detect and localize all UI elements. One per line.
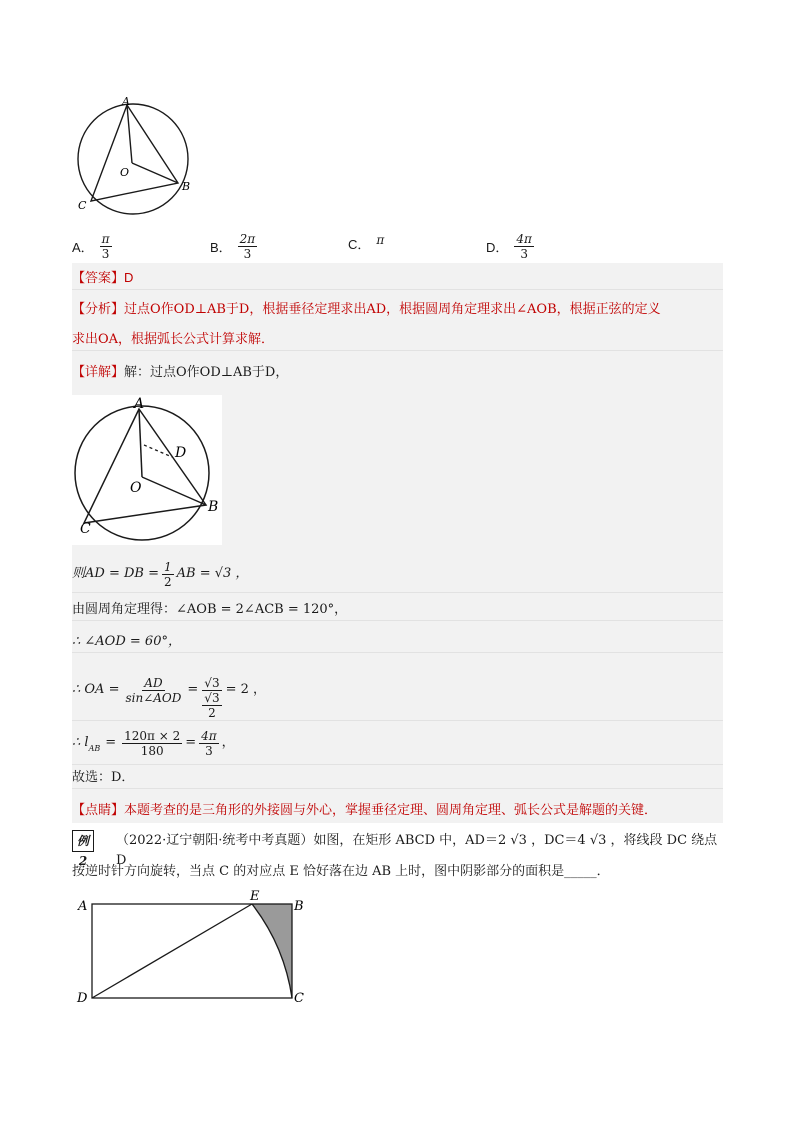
fig1-label-a: A: [122, 95, 130, 108]
step-5-mid: =: [185, 735, 197, 750]
option-b-den: 3: [243, 247, 252, 261]
step-4-inner-fraction: [202, 691, 221, 720]
answer-value: D: [124, 270, 134, 285]
fig2-label-b: B: [208, 499, 219, 515]
step-5-prefix: ∴ l: [72, 735, 89, 750]
step-4-num-2: √3: [204, 676, 220, 690]
analysis-text-1: 过点O作OD⊥AB于D，根据垂径定理求出AD，根据圆周角定理求出∠AOB，根据正弦的定义: [124, 302, 661, 317]
step-5: [72, 722, 723, 765]
fig1-label-b: B: [182, 180, 191, 193]
step-5-num: 120π × 2: [124, 728, 181, 743]
analysis-tag: 【分析】: [72, 301, 125, 316]
step-2-text: 由圆周角定理得：∠AOB = 2∠ACB = 120°，: [72, 602, 348, 617]
step-4-den: sin∠AOD: [125, 690, 182, 705]
step-3: [72, 632, 723, 653]
step-1-suffix: AB = √3 ，: [176, 566, 249, 581]
fig3-label-d: D: [77, 991, 88, 1006]
answer-tag: 【答案】: [72, 270, 125, 285]
option-a-fraction: [100, 232, 112, 261]
fig2-label-o: O: [130, 480, 142, 496]
example-2-badge: 例2: [72, 830, 94, 852]
step-4: [72, 660, 723, 721]
fig2-label-d: D: [175, 445, 187, 461]
step-5-den-2: 3: [205, 743, 213, 758]
detail-line: [72, 362, 723, 383]
option-a[interactable]: [72, 232, 112, 261]
step-5-sub: AB: [88, 744, 101, 753]
step-6: [72, 768, 723, 789]
example-2-line-2: [72, 862, 732, 882]
step-5-fraction-2: [199, 729, 219, 758]
step-5-eq: =: [105, 735, 117, 750]
step-5-fraction-1: [122, 729, 182, 758]
comment-line: [72, 800, 723, 821]
option-b-fraction: [238, 232, 258, 261]
option-b[interactable]: [210, 232, 257, 261]
analysis-line-2: [72, 330, 723, 351]
option-a-num: π: [101, 232, 110, 246]
step-5-den: 180: [140, 743, 164, 758]
figure-2-circle: [72, 395, 222, 545]
fig3-label-a: A: [78, 899, 88, 914]
step-1: [72, 556, 723, 593]
step-1-prefix: 则AD = DB =: [72, 566, 159, 581]
fig3-label-e: E: [250, 890, 260, 904]
step-1-fraction: [162, 560, 174, 589]
option-d-num: 4π: [516, 232, 532, 246]
comment-tag: 【点睛】: [72, 802, 125, 817]
step-4-num: AD: [144, 675, 163, 690]
step-2: [72, 600, 723, 621]
option-a-den: 3: [101, 247, 110, 261]
option-d-fraction: [514, 232, 534, 261]
answer-line: [72, 268, 723, 290]
figure-1-circle: [70, 95, 200, 220]
option-c-label: C．: [348, 237, 371, 252]
step-6-text: 故选：D．: [72, 770, 135, 785]
fig1-label-o: O: [120, 166, 130, 179]
analysis-line-1: [72, 299, 723, 320]
option-d-label: D．: [486, 240, 509, 255]
step-4-fraction-1: [123, 676, 183, 705]
step-4-inner-den: 2: [208, 706, 216, 720]
step-5-num-2: 4π: [201, 728, 217, 743]
figure-3-rectangle: [72, 890, 312, 1015]
fig1-label-c: C: [78, 199, 87, 212]
example-2-text-1: （2022·辽宁朝阳·统考中考真题）如图，在矩形 ABCD 中，AD＝2 √3 ，DC＝4 √3 ，将线段 DC 绕点 D: [116, 833, 718, 868]
step-5-suffix: ，: [221, 735, 235, 750]
analysis-text-2: 求出OA，根据弧长公式计算求解．: [72, 332, 275, 347]
step-1-num: 1: [163, 559, 172, 574]
step-1-den: 2: [163, 574, 172, 589]
comment-text: 本题考查的是三角形的外接圆与外心，掌握垂径定理、圆周角定理、弧长公式是解题的关键．: [124, 803, 658, 818]
step-4-suffix: = 2 ，: [225, 682, 267, 697]
fig3-label-c: C: [294, 991, 304, 1006]
example-2-text-2: 按逆时针方向旋转，当点 C 的对应点 E 恰好落在边 AB 上时，图中阴影部分的面积是_____．: [72, 864, 610, 879]
step-4-prefix: ∴ OA =: [72, 682, 120, 697]
detail-text: 解：过点O作OD⊥AB于D，: [124, 365, 289, 380]
option-c[interactable]: [348, 234, 384, 253]
step-4-mid: =: [187, 682, 199, 697]
option-c-value: π: [376, 232, 385, 247]
fig2-label-a: A: [134, 396, 145, 412]
step-3-text: ∴ ∠AOD = 60°，: [72, 634, 181, 649]
detail-tag: 【详解】: [72, 364, 125, 379]
option-d[interactable]: [486, 232, 534, 261]
step-4-fraction-2: [202, 676, 221, 720]
option-a-label: A．: [72, 240, 94, 255]
fig2-label-c: C: [80, 521, 91, 537]
option-b-num: 2π: [239, 232, 256, 246]
step-4-inner-num: √3: [204, 691, 220, 705]
fig3-label-b: B: [294, 899, 304, 914]
option-d-den: 3: [520, 247, 528, 261]
option-b-label: B．: [210, 240, 232, 255]
